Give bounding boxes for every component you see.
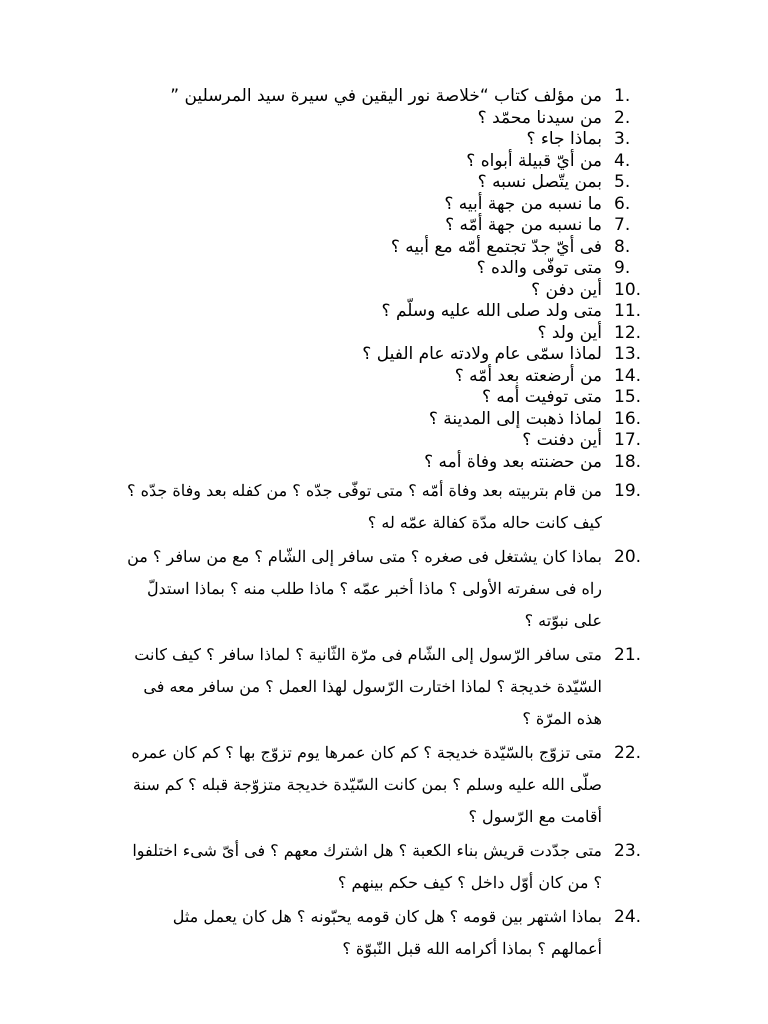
question-item: [124, 901, 662, 965]
question-text: من أرضعته بعد أمّه ؟: [454, 365, 602, 386]
question-number: 1.: [614, 86, 631, 106]
question-item: [124, 835, 662, 899]
question-item: [124, 108, 662, 130]
question-text: من حضنته بعد وفاة أمه ؟: [424, 451, 602, 472]
question-item: [124, 387, 662, 409]
question-text: متى توفيت أمه ؟: [481, 387, 602, 407]
question-number: 2.: [614, 107, 631, 128]
question-text: أين دفن ؟: [531, 279, 602, 300]
question-text: بماذا اشتهر بين قومه ؟ هل كان قومه يحبّونه ؟ هل كان يعمل مثل أعمالهم ؟ بماذا أكرامه الله قبل النّبوّة ؟: [172, 907, 602, 958]
question-item: [124, 301, 662, 323]
question-item: [124, 172, 662, 194]
question-text: لماذا ذهبت إلى المدينة ؟: [428, 408, 602, 429]
question-number: 15.: [614, 387, 642, 407]
question-text: من مؤلف كتاب “خلاصة نور اليقين في سيرة سيد المرسلين ”: [170, 86, 602, 106]
question-item: [124, 475, 662, 539]
question-number: 6.: [614, 193, 631, 214]
question-item: [124, 323, 662, 345]
question-text: أين دفنت ؟: [522, 430, 602, 450]
question-number: 10.: [614, 279, 642, 300]
question-text: متى سافر الرّسول إلى الشّام فى مرّة الثّانية ؟ لماذا سافر ؟ كيف كانت السّيّدة خديجة ؟ لماذا اختارت الرّسول لهذا العمل ؟ من سافر معه فى هذه المرّة ؟: [134, 645, 602, 728]
question-item: [124, 737, 662, 833]
question-number: 17.: [614, 430, 642, 450]
question-number: 23.: [614, 841, 642, 861]
question-item: [124, 237, 662, 259]
question-number: 22.: [614, 743, 642, 763]
question-item: [124, 639, 662, 735]
question-text: بمن يتّصل نسبه ؟: [477, 172, 602, 192]
question-text: متى تزوّج بالسّيّدة خديجة ؟ كم كان عمرها يوم تزوّج بها ؟ كم كان عمره صلّى الله عليه وسلم ؟ بمن كانت السّيّدة خديجة متزوّجة قبله ؟ كم سنة أقامت مع الرّسول ؟: [131, 743, 602, 826]
question-item: [124, 258, 662, 280]
question-text: متى توفّى والده ؟: [476, 258, 602, 278]
question-text: متى جدّدت قريش بناء الكعبة ؟ هل اشترك معهم ؟ فى أىّ شىء اختلفوا ؟ من كان أوّل داخل ؟ كيف حكم بينهم ؟: [132, 841, 602, 892]
question-number: 7.: [614, 215, 631, 235]
question-number: 3.: [614, 129, 631, 149]
question-text: لماذا سمّى عام ولادته عام الفيل ؟: [362, 344, 602, 364]
question-text: متى ولد صلى الله عليه وسلّم ؟: [381, 301, 602, 321]
question-text: من قام بتربيته بعد وفاة أمّه ؟ متى توفّى جدّه ؟ من كفله بعد وفاة جدّه ؟ كيف كانت حاله مدّة كفالة عمّه له ؟: [127, 481, 602, 532]
question-item: [124, 344, 662, 366]
question-number: 5.: [614, 172, 631, 192]
question-list: [124, 86, 662, 965]
question-number: 9.: [614, 258, 631, 278]
question-number: 18.: [614, 451, 642, 472]
question-item: [124, 280, 662, 302]
question-text: أين ولد ؟: [537, 322, 602, 343]
question-number: 16.: [614, 408, 642, 429]
question-item: [124, 409, 662, 431]
question-text: بماذا كان يشتغل فى صغره ؟ متى سافر إلى الشّام ؟ مع من سافر ؟ من راه فى سفرته الأولى ؟ ماذا أخبر عمّه ؟ ماذا طلب منه ؟ بماذا استدلّ على نبوّته ؟: [127, 547, 602, 630]
question-number: 12.: [614, 322, 642, 343]
question-number: 14.: [614, 365, 642, 386]
question-item: [124, 452, 662, 474]
question-number: 13.: [614, 344, 642, 364]
question-text: ما نسبه من جهة أبيه ؟: [444, 193, 602, 214]
question-number: 4.: [614, 150, 631, 171]
question-text: من سيدنا محمّد ؟: [477, 107, 602, 128]
question-text: فى أيّ جدّ تجتمع أمّه مع أبيه ؟: [390, 236, 602, 257]
question-item: [124, 366, 662, 388]
question-text: بماذا جاء ؟: [526, 129, 602, 149]
question-number: 19.: [614, 481, 642, 501]
question-number: 11.: [614, 301, 642, 321]
question-item: [124, 430, 662, 452]
question-number: 20.: [614, 547, 642, 567]
question-number: 24.: [614, 907, 642, 927]
question-text: ما نسبه من جهة أمّه ؟: [445, 215, 602, 235]
question-item: [124, 541, 662, 637]
question-item: [124, 215, 662, 237]
question-item: [124, 86, 662, 108]
question-item: [124, 129, 662, 151]
question-number: 8.: [614, 236, 631, 257]
question-item: [124, 151, 662, 173]
question-number: 21.: [614, 645, 642, 665]
question-text: من أيّ قبيلة أبواه ؟: [466, 150, 602, 171]
question-item: [124, 194, 662, 216]
